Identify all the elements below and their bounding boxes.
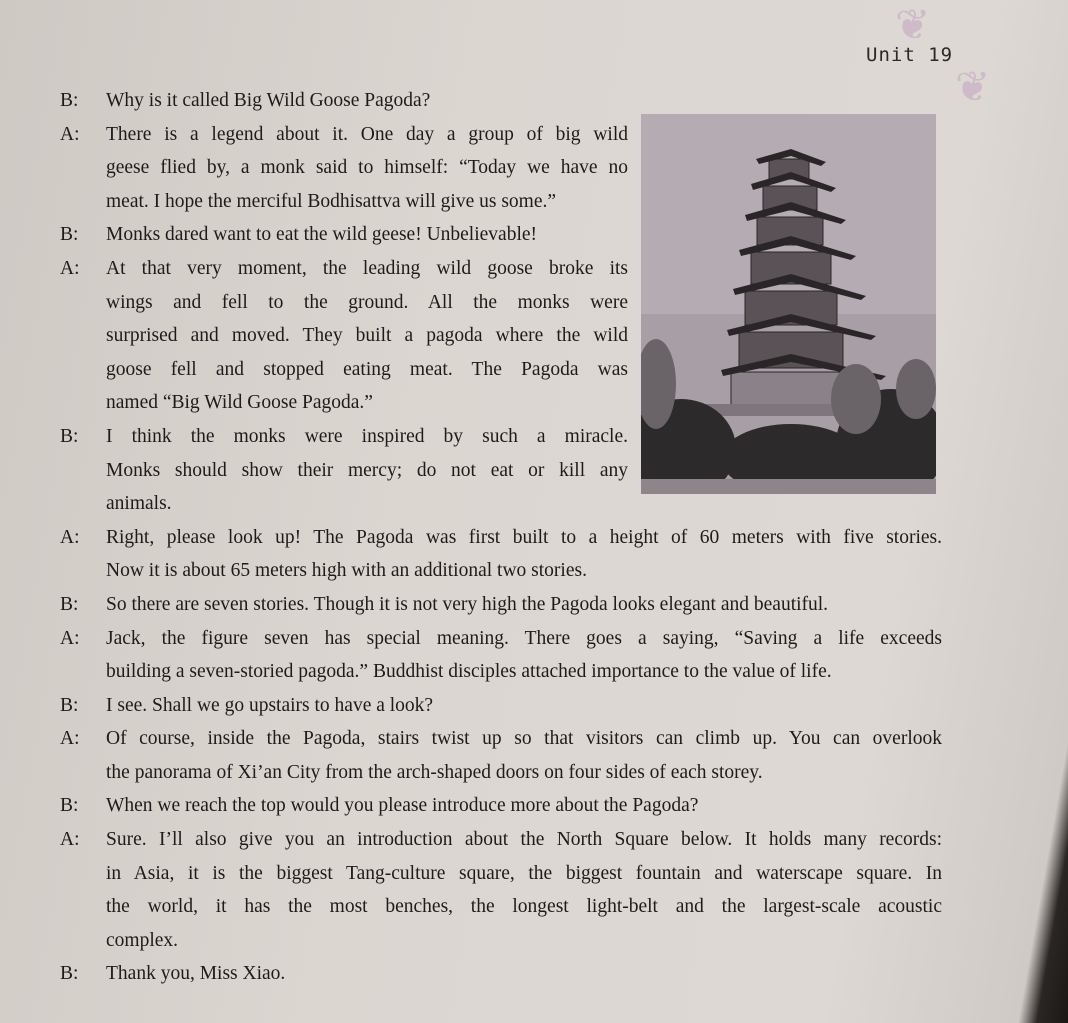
dialogue-line [0, 487, 1068, 521]
dialogue-line [0, 386, 1068, 420]
dialogue-line [0, 319, 1068, 353]
unit-heading: Unit 19 [866, 44, 954, 66]
dialogue-text: Now it is about 65 meters high with an additional two stories. [106, 560, 587, 582]
dialogue-text: building a seven-storied pagoda.” Buddhist disciples attached importance to the value of life. [106, 661, 832, 683]
speaker-label: B: [60, 425, 79, 447]
dialogue-line [0, 353, 1068, 387]
speaker-label: A: [60, 728, 80, 750]
dialogue-text: complex. [106, 929, 179, 951]
dialogue-text: At that very moment, the leading wild goose broke its [106, 257, 628, 279]
dialogue-text: the world, it has the most benches, the longest light-belt and the largest-scale acoustic [106, 896, 942, 918]
dialogue-line [0, 789, 1068, 823]
dialogue-text: Monks dared want to eat the wild geese! Unbelievable! [106, 224, 538, 246]
dialogue-text: Jack, the figure seven has special meaning. There goes a saying, “Saving a life exceeds [106, 627, 942, 649]
dialogue-line [0, 722, 1068, 756]
dialogue-line [0, 454, 1068, 488]
butterfly-decoration-icon: ❦ [895, 3, 931, 49]
dialogue [0, 84, 1068, 991]
dialogue-line [0, 151, 1068, 185]
speaker-label: B: [60, 224, 79, 246]
dialogue-text: wings and fell to the ground. All the monks were [106, 291, 628, 313]
dialogue-text: meat. I hope the merciful Bodhisattva will give us some.” [106, 190, 557, 212]
dialogue-line [0, 286, 1068, 320]
speaker-label: B: [60, 593, 79, 615]
dialogue-line [0, 823, 1068, 857]
dialogue-text: geese flied by, a monk said to himself: “Today we have no [106, 157, 628, 179]
speaker-label: B: [60, 90, 79, 111]
speaker-label: B: [60, 795, 79, 817]
butterfly-decoration-icon: ❦ [955, 65, 991, 111]
dialogue-text: Monks should show their mercy; do not eat or kill any [106, 459, 628, 481]
dialogue-line [0, 118, 1068, 152]
dialogue-line [0, 756, 1068, 790]
speaker-label: B: [60, 963, 79, 985]
dialogue-text: So there are seven stories. Though it is not very high the Pagoda looks elegant and beautiful. [106, 593, 829, 615]
dialogue-line [0, 689, 1068, 723]
dialogue-text: Thank you, Miss Xiao. [106, 963, 286, 985]
dialogue-line [0, 521, 1068, 555]
dialogue-line [0, 185, 1068, 219]
dialogue-text: Right, please look up! The Pagoda was first built to a height of 60 meters with five stories. [106, 526, 942, 548]
dialogue-line [0, 857, 1068, 891]
dialogue-line [0, 420, 1068, 454]
dialogue-text: named “Big Wild Goose Pagoda.” [106, 392, 373, 414]
dialogue-text: Sure. I’ll also give you an introduction about the North Square below. It holds many records: [106, 829, 942, 851]
speaker-label: A: [60, 526, 80, 548]
speaker-label: A: [60, 123, 80, 145]
dialogue-line [0, 622, 1068, 656]
dialogue-line [0, 957, 1068, 991]
dialogue-text: Of course, inside the Pagoda, stairs twist up so that visitors can climb up. You can overlook [106, 728, 942, 750]
dialogue-line [0, 252, 1068, 286]
speaker-label: B: [60, 694, 79, 716]
dialogue-line [0, 218, 1068, 252]
dialogue-text: surprised and moved. They built a pagoda where the wild [106, 325, 628, 347]
dialogue-text: the panorama of Xi’an City from the arch-shaped doors on four sides of each storey. [106, 761, 763, 783]
speaker-label: A: [60, 829, 80, 851]
dialogue-text: There is a legend about it. One day a group of big wild [106, 123, 628, 145]
dialogue-text: in Asia, it is the biggest Tang-culture square, the biggest fountain and waterscape square. In [106, 862, 942, 884]
dialogue-line [0, 554, 1068, 588]
dialogue-text: goose fell and stopped eating meat. The Pagoda was [106, 358, 628, 380]
dialogue-line [0, 588, 1068, 622]
speaker-label: A: [60, 627, 80, 649]
dialogue-text: animals. [106, 493, 172, 515]
dialogue-line [0, 890, 1068, 924]
dialogue-line [0, 655, 1068, 689]
dialogue-line [0, 84, 1068, 118]
dialogue-text: I see. Shall we go upstairs to have a look? [106, 694, 434, 716]
dialogue-line [0, 924, 1068, 958]
dialogue-text: Why is it called Big Wild Goose Pagoda? [106, 90, 431, 111]
speaker-label: A: [60, 257, 80, 279]
dialogue-text: When we reach the top would you please introduce more about the Pagoda? [106, 795, 699, 817]
dialogue-text: I think the monks were inspired by such a miracle. [106, 425, 628, 447]
